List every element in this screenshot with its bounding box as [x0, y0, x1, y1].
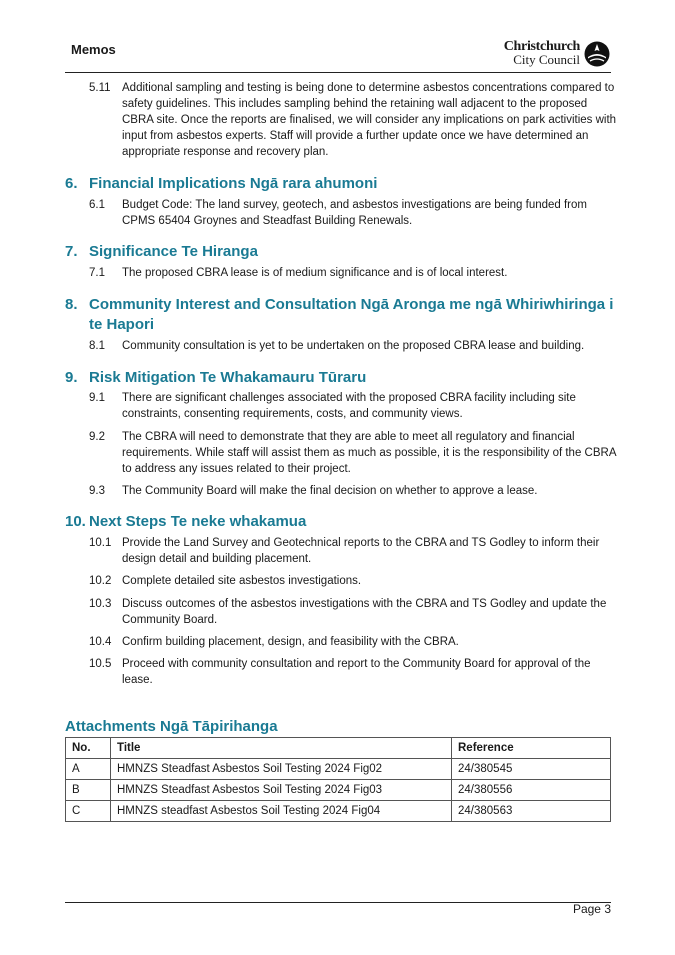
item-number: 9.2 — [89, 431, 105, 443]
list-item — [89, 656, 619, 688]
section-number: 6. — [65, 175, 78, 192]
item-number: 9.1 — [89, 392, 105, 404]
section-heading — [65, 295, 625, 335]
section-number: 9. — [65, 369, 78, 386]
item-text: There are significant challenges associated with the proposed CBRA facility including site constraints, consenting requirements, costs, and community views. — [122, 392, 576, 420]
list-item — [89, 535, 619, 567]
attachment-title: HMNZS Steadfast Asbestos Soil Testing 2024 Fig03 — [111, 780, 452, 801]
council-logo — [500, 40, 610, 70]
logo-line-2: City Council — [513, 52, 580, 67]
item-number: 10.2 — [89, 575, 112, 587]
logo-line-1: Christchurch — [503, 39, 580, 54]
item-text: Provide the Land Survey and Geotechnical reports to the CBRA and TS Godley to inform their design detail and building placement. — [122, 537, 600, 565]
list-item — [89, 596, 619, 628]
list-item — [89, 390, 619, 422]
page-number: Page 3 — [572, 902, 611, 916]
item-number: 10.4 — [89, 636, 112, 648]
item-number: 8.1 — [89, 340, 105, 352]
item-number: 7.1 — [89, 267, 105, 279]
table-row — [66, 801, 611, 822]
list-item — [89, 80, 619, 160]
list-item — [89, 429, 619, 477]
item-number: 10.1 — [89, 537, 112, 549]
section-heading — [65, 512, 625, 532]
item-text: The Community Board will make the final decision on whether to approve a lease. — [122, 485, 538, 497]
list-item — [89, 265, 619, 281]
attachment-reference: 24/380545 — [452, 759, 611, 780]
item-text: Discuss outcomes of the asbestos investigations with the CBRA and TS Godley and update the Community Board. — [122, 598, 607, 626]
section-title: Next Steps Te neke whakamua — [89, 513, 307, 530]
attachment-reference: 24/380556 — [452, 780, 611, 801]
column-header: No. — [66, 738, 111, 759]
section-heading — [65, 174, 625, 194]
list-item — [89, 483, 619, 499]
item-text: The CBRA will need to demonstrate that they are able to meet all regulatory and financial requirements. While staff will assist them as much as possible, it is the responsibility of the CBRA to address any issues related to their project. — [122, 431, 616, 475]
item-text: Community consultation is yet to be undertaken on the proposed CBRA lease and building. — [122, 340, 585, 352]
attachment-title: HMNZS steadfast Asbestos Soil Testing 2024 Fig04 — [111, 801, 452, 822]
table-header-row — [66, 738, 611, 759]
list-item — [89, 573, 619, 589]
attachment-no: B — [66, 780, 111, 801]
footer-rule — [65, 902, 611, 903]
section-number: 10. — [65, 513, 86, 530]
item-text: Additional sampling and testing is being done to determine asbestos concentrations compared to safety guidelines. This includes sampling behind the retaining wall adjacent to the proposed CBRA site. Once the reports are finalised, we will consider any implications on park activities with input from asbestos experts. Staff will provide a further update once we have determined an appropriate response and recovery plan. — [122, 82, 617, 158]
attachments-heading: Attachments Ngā Tāpirihanga — [65, 718, 278, 735]
column-header: Title — [111, 738, 452, 759]
list-item — [89, 634, 619, 650]
section-title: Financial Implications Ngā rara ahumoni — [89, 175, 378, 192]
section-heading — [65, 242, 625, 262]
item-text: The proposed CBRA lease is of medium significance and is of local interest. — [122, 267, 508, 279]
item-number: 10.3 — [89, 598, 112, 610]
item-text: Budget Code: The land survey, geotech, and asbestos investigations are being funded from CPMS 65404 Groynes and Steadfast Building Renewals. — [122, 199, 587, 227]
attachment-no: A — [66, 759, 111, 780]
section-title: Community Interest and Consultation Ngā Aronga me ngā Whiriwhiringa i te Hapori — [89, 296, 614, 333]
section-title: Risk Mitigation Te Whakamauru Tūraru — [89, 369, 367, 386]
section-heading — [65, 368, 625, 388]
attachment-no: C — [66, 801, 111, 822]
header-title: Memos — [71, 42, 116, 57]
table-row — [66, 759, 611, 780]
list-item — [89, 197, 619, 229]
item-text: Confirm building placement, design, and feasibility with the CBRA. — [122, 636, 459, 648]
column-header: Reference — [452, 738, 611, 759]
item-text: Complete detailed site asbestos investigations. — [122, 575, 362, 587]
item-text: Proceed with community consultation and report to the Community Board for approval of the lease. — [122, 658, 591, 686]
item-number: 9.3 — [89, 485, 105, 497]
item-number: 10.5 — [89, 658, 112, 670]
header-rule — [65, 72, 611, 73]
cathedral-emblem-icon — [584, 41, 610, 67]
item-number: 6.1 — [89, 199, 105, 211]
section-title: Significance Te Hiranga — [89, 243, 258, 260]
section-number: 7. — [65, 243, 78, 260]
section-number: 8. — [65, 296, 78, 313]
list-item — [89, 338, 619, 354]
attachment-reference: 24/380563 — [452, 801, 611, 822]
item-number: 5.11 — [89, 82, 111, 94]
attachments-table — [65, 737, 611, 822]
attachment-title: HMNZS Steadfast Asbestos Soil Testing 2024 Fig02 — [111, 759, 452, 780]
table-row — [66, 780, 611, 801]
